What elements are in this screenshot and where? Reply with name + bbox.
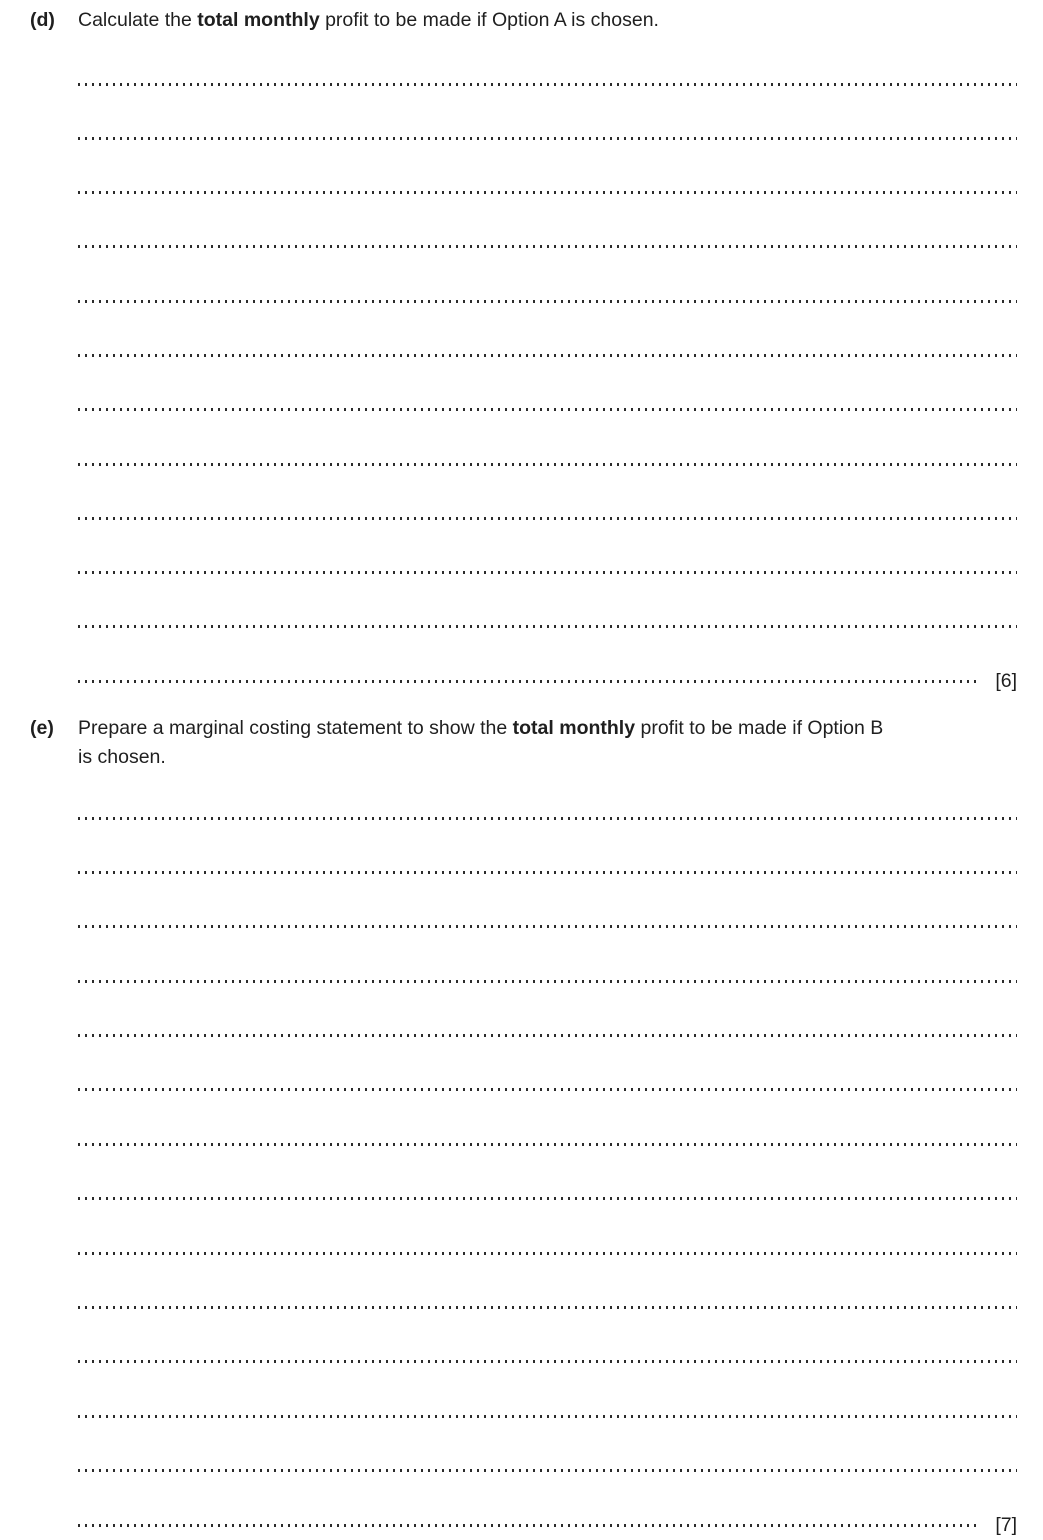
marks-badge-d: [6] xyxy=(995,670,1017,692)
answer-line xyxy=(78,354,1017,357)
question-e-text-pre: Prepare a marginal costing statement to show the xyxy=(78,717,513,739)
answer-line xyxy=(78,245,1017,248)
answer-line xyxy=(78,817,1017,820)
question-d-text-bold: total monthly xyxy=(197,9,320,31)
answer-line xyxy=(78,83,1017,86)
question-d-label: (d) xyxy=(30,9,55,31)
answer-line xyxy=(78,871,1017,874)
answer-line xyxy=(78,191,1017,194)
question-e-text-bold: total monthly xyxy=(512,717,636,739)
question-e-text xyxy=(78,714,883,772)
question-e-line-1 xyxy=(78,714,883,743)
answer-line xyxy=(78,1306,1017,1309)
answer-line xyxy=(78,1197,1017,1200)
answer-line xyxy=(78,1469,1017,1472)
answer-marks-line-e xyxy=(78,1512,1017,1538)
answer-lines-d xyxy=(78,83,1017,680)
answer-line-short xyxy=(78,1524,978,1527)
answer-line-short xyxy=(78,680,978,683)
answer-marks-line-d xyxy=(78,668,1017,694)
answer-line xyxy=(78,1415,1017,1418)
answer-line xyxy=(78,1088,1017,1091)
answer-line xyxy=(78,1360,1017,1363)
answer-line xyxy=(78,463,1017,466)
answer-line xyxy=(78,300,1017,303)
question-part-e xyxy=(30,714,883,772)
answer-line xyxy=(78,1034,1017,1037)
question-e-label: (e) xyxy=(30,717,54,739)
question-d-text-pre: Calculate the xyxy=(78,9,198,31)
question-d-line-1 xyxy=(78,6,659,35)
answer-line xyxy=(78,1252,1017,1255)
question-e-line-2: is chosen. xyxy=(78,746,166,768)
question-part-d xyxy=(30,6,659,35)
answer-line xyxy=(78,1143,1017,1146)
question-d-text-post: profit to be made if Option A is chosen. xyxy=(319,9,659,31)
marks-badge-e: [7] xyxy=(995,1514,1017,1536)
answer-line xyxy=(78,925,1017,928)
answer-line xyxy=(78,408,1017,411)
answer-line xyxy=(78,137,1017,140)
answer-line xyxy=(78,980,1017,983)
answer-line xyxy=(78,571,1017,574)
answer-line xyxy=(78,625,1017,628)
question-d-text xyxy=(78,6,659,35)
answer-lines-e xyxy=(78,817,1017,1524)
question-e-text-post: profit to be made if Option B xyxy=(635,717,884,739)
answer-line xyxy=(78,517,1017,520)
